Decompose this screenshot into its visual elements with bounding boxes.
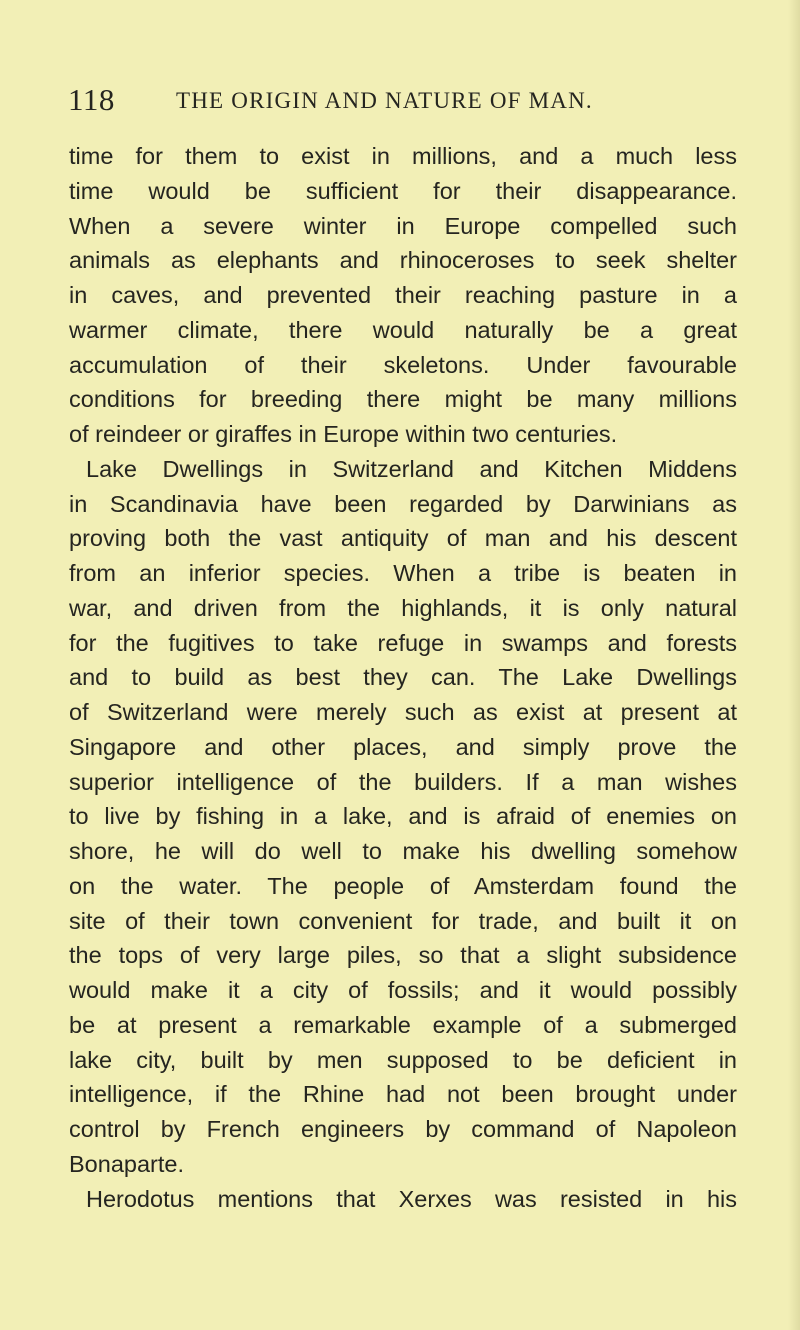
text-line: accumulation of their skeletons. Under favourable [69, 351, 737, 378]
text-line: time would be sufficient for their disappearance. [69, 177, 737, 204]
paragraph-first-line: Herodotus mentions that Xerxes was resisted in his [86, 1185, 737, 1212]
text-line: to live by fishing in a lake, and is afraid of enemies on [69, 803, 737, 830]
text-line: for the fugitives to take refuge in swamps and forests [69, 629, 737, 656]
page-edge-shadow [788, 0, 800, 1330]
paragraph-first-line: Lake Dwellings in Switzerland and Kitchen Middens [86, 455, 737, 482]
text-line: be at present a remarkable example of a submerged [69, 1011, 737, 1038]
text-line: warmer climate, there would naturally be a great [69, 316, 737, 343]
page-header [68, 82, 628, 118]
text-line: lake city, built by men supposed to be deficient in [69, 1046, 737, 1073]
text-line: site of their town convenient for trade, and built it on [69, 907, 737, 934]
page-number: 118 [68, 82, 115, 117]
text-line: in caves, and prevented their reaching pasture in a [69, 282, 737, 308]
running-head: THE ORIGIN AND NATURE OF MAN. [176, 88, 593, 113]
text-line: Bonaparte. [69, 1150, 184, 1177]
text-line: animals as elephants and rhinoceroses to seek shelter [69, 247, 737, 274]
text-line: superior intelligence of the builders. If a man wishes [69, 768, 737, 795]
text-line: the tops of very large piles, so that a slight subsidence [69, 942, 737, 969]
text-line: When a severe winter in Europe compelled such [69, 212, 737, 239]
text-line: from an inferior species. When a tribe is beaten in [69, 560, 737, 586]
text-line: of Switzerland were merely such as exist at present at [69, 699, 737, 725]
text-line: time for them to exist in millions, and a much less [69, 143, 737, 169]
text-line: on the water. The people of Amsterdam found the [69, 872, 737, 899]
body-text [69, 139, 737, 1216]
text-line: would make it a city of fossils; and it would possibly [69, 977, 737, 1003]
text-line: Singapore and other places, and simply prove the [69, 733, 737, 760]
text-line: war, and driven from the highlands, it is only natural [69, 594, 737, 621]
text-line: in Scandinavia have been regarded by Darwinians as [69, 490, 737, 517]
text-line: conditions for breeding there might be many millions [69, 386, 737, 413]
text-line: shore, he will do well to make his dwelling somehow [69, 838, 737, 864]
text-line: control by French engineers by command of Napoleon [69, 1116, 737, 1142]
text-line: intelligence, if the Rhine had not been brought under [69, 1081, 737, 1108]
text-line: and to build as best they can. The Lake Dwellings [69, 664, 737, 691]
text-line: proving both the vast antiquity of man and his descent [69, 525, 737, 552]
text-line: of reindeer or giraffes in Europe within two centuries. [69, 421, 618, 447]
